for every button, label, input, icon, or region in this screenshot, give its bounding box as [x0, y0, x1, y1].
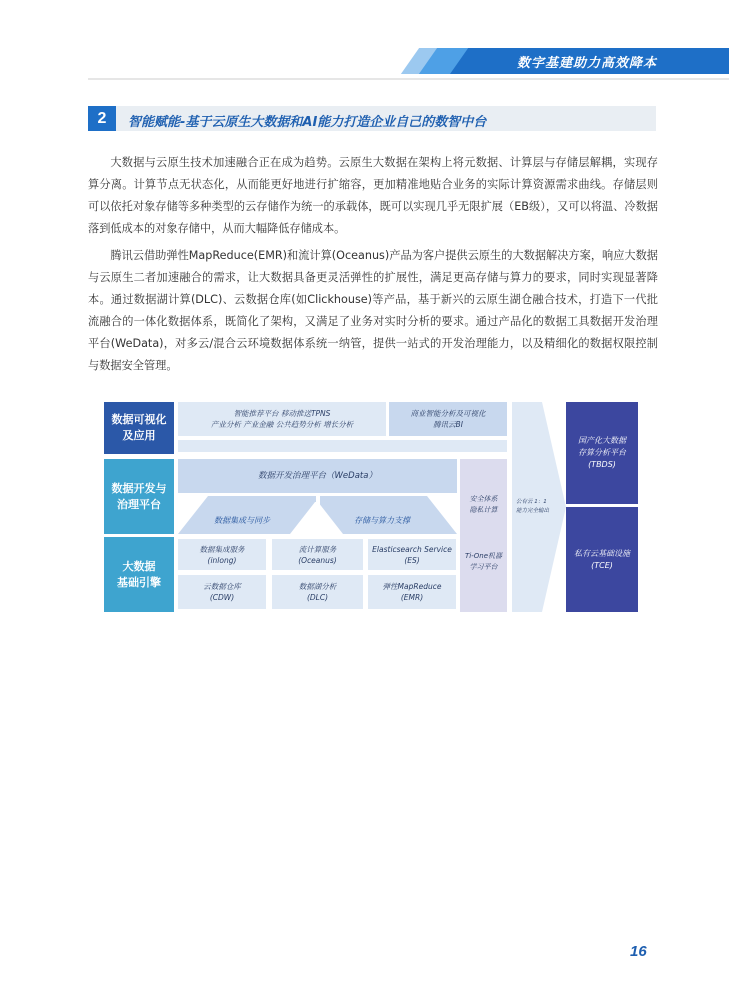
bi-box: 商业智能分析及可视化 腾讯云BI	[389, 402, 507, 436]
paragraph-1: 大数据与云原生技术加速融合正在成为趋势。云原生大数据在架构上将元数据、计算层与存储层解耦，实现存算分离。计算节点无状态化，从而能更好地进行扩缩容，更加精准地贴合业务的实际计算资源需求曲线。存储层则可以依托对象存储等多种类型的云存储作为统一的承载体，既可以实现几乎无限扩展（EB级），又可以将温、冷数据落到低成本的对象存储中，从而大幅降低存储成本。	[88, 156, 658, 235]
cdw-box: 云数据仓库 (CDW)	[178, 575, 266, 609]
emr-box: 弹性MapReduce (EMR)	[368, 575, 456, 609]
security-label: 安全体系 隐私计算	[469, 495, 498, 514]
row-label-engine: 大数据 基础引擎	[104, 537, 174, 612]
oceanus-box: 流计算服务 (Oceanus)	[272, 539, 363, 570]
header-banner	[410, 48, 729, 74]
app-divider-strip	[178, 440, 507, 452]
tbds-box: 国产化大数据 存算分析平台 (TBDS)	[566, 402, 638, 504]
header-title: 数字基建助力高效降本	[516, 56, 657, 71]
row-label-dev-platform: 数据开发与 治理平台	[104, 459, 174, 534]
architecture-diagram	[104, 402, 638, 612]
section-heading	[88, 106, 656, 131]
storage-label: 存储与算力支撑	[354, 516, 410, 525]
paragraph-2: 腾讯云借助弹性MapReduce(EMR)和流计算(Oceanus)产品为客户提供云原生的大数据解决方案，响应大数据与云原生二者加速融合的需求，让大数据具备更灵活弹性的扩展性，满足更高存储与算力的要求，同时实现显著降本。通过数据湖计算(DLC)、云数据仓库(如Clickhouse)等产品，基于新兴的云原生湖仓融合技术，打造下一代批流融合的一体化数据体系，既简化了架构，又满足了业务对实时分析的要求。通过产品化的数据工具数据开发治理平台(WeData)，对多云/混合云环境数据体系统一纳管，提供一站式的开发治理能力，以及精细化的数据权限控制与数据安全管理。	[88, 249, 658, 372]
security-column	[460, 459, 507, 612]
inlong-box: 数据集成服务 (inlong)	[178, 539, 266, 570]
es-box: Elasticsearch Service (ES)	[368, 539, 456, 570]
section-title: 智能赋能-基于云原生大数据和AI能力打造企业自己的数智中台	[128, 115, 487, 130]
arrow-label: 公有云 1：1 能力完全输出	[516, 499, 550, 514]
dlc-box: 数据湖分析 (DLC)	[272, 575, 363, 609]
header-divider	[88, 78, 729, 80]
wedata-box: 数据开发治理平台（WeData）	[178, 459, 457, 493]
app-services-box: 智能推荐平台 移动推送TPNS 产业分析 产业金融 公共趋势分析 增长分析	[178, 402, 386, 436]
tione-label: Ti-One机器 学习平台	[465, 552, 502, 571]
integration-label: 数据集成与同步	[214, 516, 270, 525]
page-number: 16	[630, 943, 647, 960]
row-label-visualization: 数据可视化 及应用	[104, 402, 174, 454]
section-number: 2	[88, 106, 116, 131]
tce-box: 私有云基础设施 (TCE)	[566, 507, 638, 612]
